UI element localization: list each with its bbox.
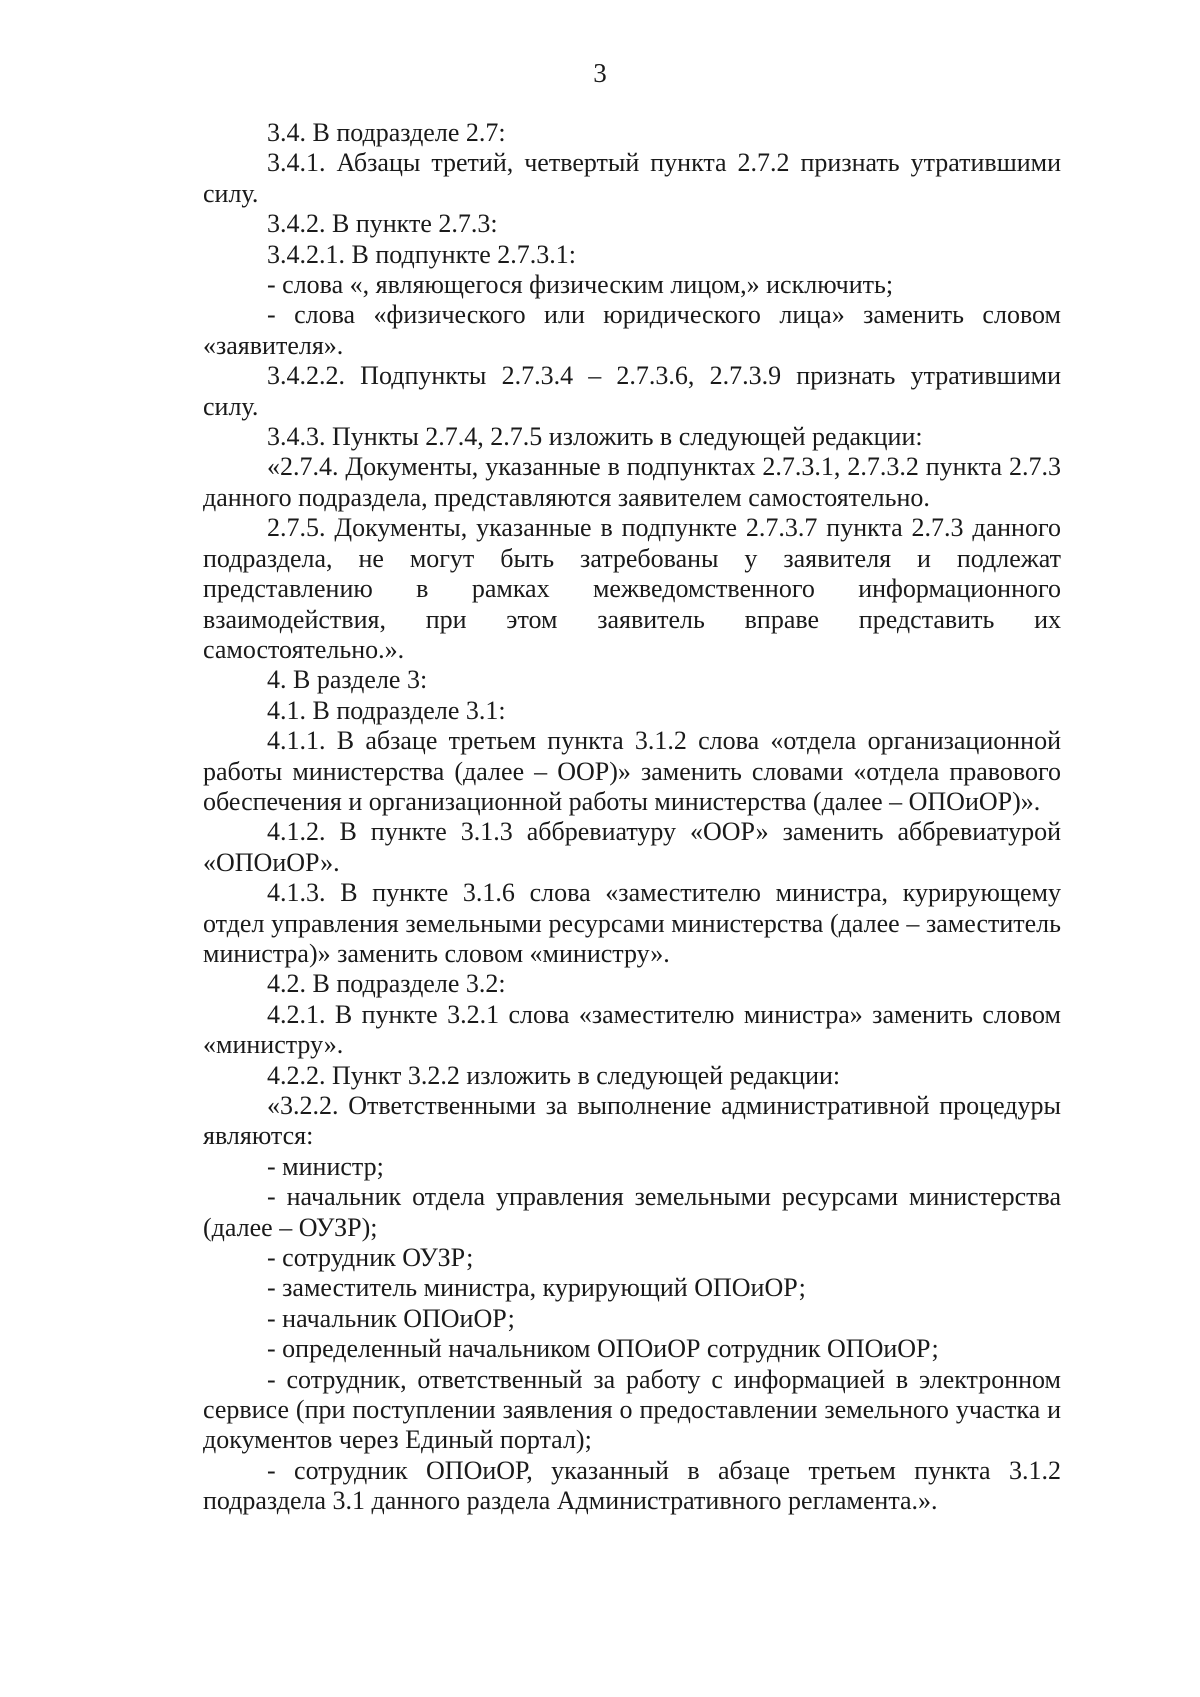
document-body xyxy=(203,118,1061,1517)
paragraph: 3.4.2.1. В подпункте 2.7.3.1: xyxy=(267,239,576,269)
paragraph: 3.4.2.2. Подпункты 2.7.3.4 – 2.7.3.6, 2.7.3.9 признать утратившими силу. xyxy=(203,361,1061,421)
paragraph: «3.2.2. Ответственными за выполнение административной процедуры являются: xyxy=(203,1091,1061,1151)
paragraph: 3.4.2. В пункте 2.7.3: xyxy=(267,209,498,239)
paragraph: 3.4.3. Пункты 2.7.4, 2.7.5 изложить в следующей редакции: xyxy=(267,422,923,452)
paragraph: 4. В разделе 3: xyxy=(267,665,428,695)
page-number: 3 xyxy=(593,58,607,88)
paragraph: - министр; xyxy=(267,1151,384,1181)
paragraph: - слова «, являющегося физическим лицом,» исключить; xyxy=(267,270,894,300)
paragraph: «2.7.4. Документы, указанные в подпунктах 2.7.3.1, 2.7.3.2 пункта 2.7.3 данного подраздела, представляются заявителем самостоятельно. xyxy=(203,452,1061,512)
paragraph: - сотрудник ОПОиОР, указанный в абзаце третьем пункта 3.1.2 подраздела 3.1 данного раздела Административного регламента.». xyxy=(203,1455,1061,1516)
paragraph: 4.2.1. В пункте 3.2.1 слова «заместителю министра» заменить словом «министру». xyxy=(203,999,1061,1060)
paragraph: 3.4.1. Абзацы третий, четвертый пункта 2.7.2 признать утратившими силу. xyxy=(203,148,1061,208)
paragraph: - определенный начальником ОПОиОР сотрудник ОПОиОР; xyxy=(267,1334,939,1364)
paragraph: - сотрудник ОУЗР; xyxy=(267,1243,474,1273)
paragraph: - начальник отдела управления земельными ресурсами министерства (далее – ОУЗР); xyxy=(203,1182,1061,1242)
paragraph: 3.4. В подразделе 2.7: xyxy=(267,118,506,147)
paragraph: 4.1. В подразделе 3.1: xyxy=(267,695,506,725)
paragraph: - сотрудник, ответственный за работу с информацией в электронном сервисе (при поступлении заявления о предоставлении земельного участка и документов через Единый портал); xyxy=(203,1364,1061,1455)
paragraph: - заместитель министра, курирующий ОПОиОР; xyxy=(267,1273,806,1303)
paragraph: 4.2. В подразделе 3.2: xyxy=(267,969,506,999)
paragraph: - начальник ОПОиОР; xyxy=(267,1303,515,1333)
paragraph: - слова «физического или юридического лица» заменить словом «заявителя». xyxy=(203,300,1061,360)
paragraph: 4.1.3. В пункте 3.1.6 слова «заместителю министра, курирующему отдел управления земельными ресурсами министерства (далее – заместитель министра)» заменить словом «министру». xyxy=(203,878,1061,968)
paragraph: 2.7.5. Документы, указанные в подпункте 2.7.3.7 пункта 2.7.3 данного подраздела, не могут быть затребованы у заявителя и подлежат представлению в рамках межведомственного информационного взаимодействия, при этом заявитель вправе представить их самостоятельно.». xyxy=(203,513,1061,664)
paragraph: 4.1.1. В абзаце третьем пункта 3.1.2 слова «отдела организационной работы министерства (далее – ООР)» заменить словами «отдела правового обеспечения и организационной работы министерства (далее – ОПОиОР)». xyxy=(203,726,1061,816)
paragraph: 4.2.2. Пункт 3.2.2 изложить в следующей редакции: xyxy=(267,1060,841,1090)
paragraph: 4.1.2. В пункте 3.1.3 аббревиатуру «ООР» заменить аббревиатурой «ОПОиОР». xyxy=(203,817,1061,877)
